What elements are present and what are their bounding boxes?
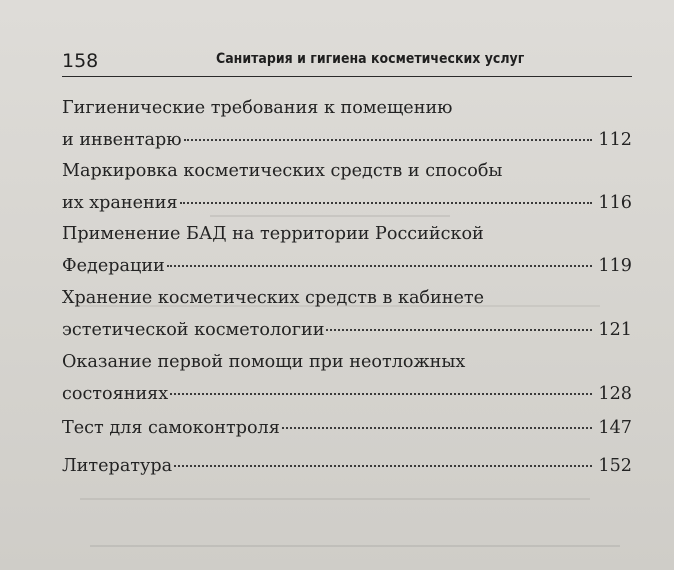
toc-entry-last-line [62, 187, 632, 219]
toc-entry-last-line [62, 250, 632, 282]
toc-page-number: 128 [598, 384, 632, 404]
toc-page-number: 121 [598, 320, 632, 340]
toc-entry-title-end: состояниях [62, 384, 169, 404]
toc-entry-title-line: Хранение косметических средств в кабинете [62, 288, 485, 308]
toc-entry-cosmetics-storage[interactable] [62, 282, 632, 346]
toc-entry-last-line [62, 314, 632, 346]
toc-entry-title-end: и инвентарю [62, 130, 182, 150]
dot-leader [170, 393, 592, 395]
page-number: 158 [62, 50, 99, 72]
toc-entry-last-line [62, 124, 632, 156]
page-header [62, 46, 632, 77]
dot-leader [167, 265, 592, 267]
toc-page-number: 112 [598, 130, 632, 150]
toc-entry-title-line: Применение БАД на территории Российской [62, 224, 484, 244]
toc-entry-title-line: Гигиенические требования к помещению [62, 98, 453, 118]
toc-entry-title-end: Федерации [62, 256, 165, 276]
toc-entry-dietary-supplements[interactable] [62, 218, 632, 282]
dot-leader [282, 427, 592, 429]
toc-entry-title-end: их хранения [62, 193, 178, 213]
toc-page-number: 152 [598, 456, 632, 476]
running-title: Санитария и гигиена косметических услуг [216, 50, 525, 67]
dot-leader [174, 465, 592, 467]
toc-entry-literature[interactable] [62, 450, 632, 482]
toc-page-number: 147 [598, 418, 632, 438]
toc-entry-last-line [62, 412, 632, 444]
dot-leader [326, 329, 592, 331]
toc-entry-first-aid[interactable] [62, 346, 632, 410]
show-through-mark [80, 488, 590, 500]
toc-entry-title-line: Маркировка косметических средств и способы [62, 161, 503, 181]
toc-entry-title-line: Оказание первой помощи при неотложных [62, 352, 466, 372]
toc-entry-last-line [62, 450, 632, 482]
show-through-mark [90, 535, 620, 547]
toc-entry-title-end: Тест для самоконтроля [62, 418, 280, 438]
dot-leader [184, 139, 592, 141]
toc-page-number: 119 [598, 256, 632, 276]
toc-entry-self-test[interactable] [62, 412, 632, 444]
toc-entry-title-end: эстетической косметологии [62, 320, 325, 340]
toc-entry-last-line [62, 378, 632, 410]
dot-leader [180, 202, 592, 204]
toc-page-number: 116 [598, 193, 632, 213]
toc-entry-title-end: Литература [62, 456, 173, 476]
toc-entry-hygiene-requirements[interactable] [62, 92, 632, 156]
toc-entry-cosmetics-labeling[interactable] [62, 155, 632, 219]
